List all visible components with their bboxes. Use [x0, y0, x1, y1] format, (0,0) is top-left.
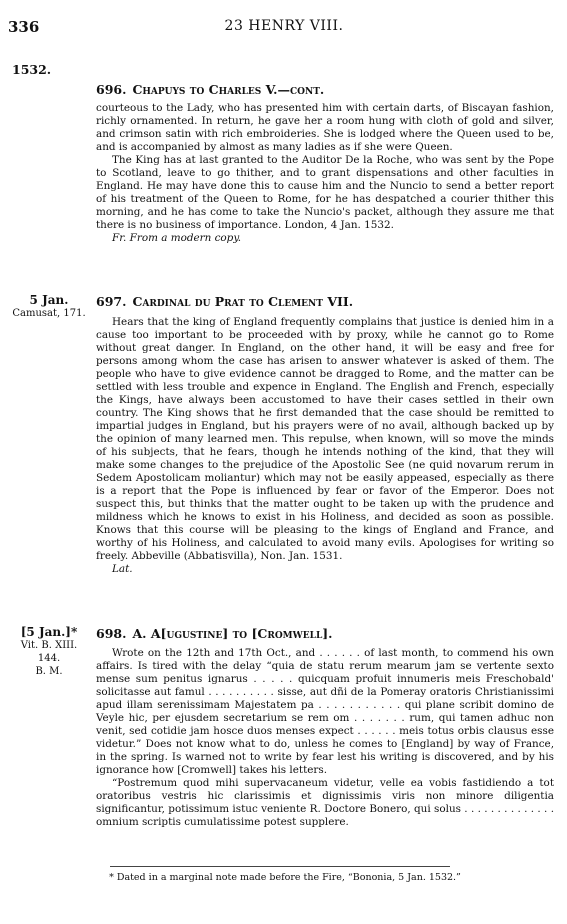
entry-number: 697. — [96, 294, 127, 309]
entry-698-body — [96, 647, 554, 829]
footnote: * Dated in a marginal note made before the Fire, “Bononia, 5 Jan. 1532.” — [109, 872, 461, 883]
entry-698-heading — [96, 626, 556, 641]
paragraph: “Postremum quod mihi supervacaneum videtur, velle ea vobis fastidiendo a tot oratoribus vestris hic clarissimis et dignissimis viris non minore diligentia significantur, potissimum istuc veniente R. Doctore Bonero, qui solus . . . . . . . . . . . . . . omnium scriptis cumulatissime potest supplere. — [96, 777, 554, 828]
entry-697-heading — [96, 294, 556, 309]
footnote-divider — [110, 866, 450, 867]
paragraph: The King has at last granted to the Auditor De la Roche, who was sent by the Pope to Scotland, leave to go thither, and to grant dispensations and other faculties in England. He may have done this to cause him and the Nuncio to send a better report of his treatment of the Queen to Rome, for he has despatched a courier thither this morning, and he has come to take the Nuncio's packet, although they assure me that there is no business of importance. London, 4 Jan. 1532. — [96, 154, 554, 231]
margin-date: [5 Jan.]* — [20, 625, 78, 639]
entry-title: Cardinal du Prat to Clement VII. — [132, 294, 354, 309]
entry-number: 696. — [96, 82, 127, 97]
entry-697-margin — [8, 294, 90, 320]
paragraph: courteous to the Lady, who has presented him with certain darts, of Biscayan fashion, richly ornamented. In return, he gave her a room hung with cloth of gold and silver, and crimson satin with rich embroideries. She is lodged where the Queen used to be, and is accompanied by almost as many ladies as if she were Queen. — [96, 102, 554, 153]
page-header — [8, 18, 560, 40]
year-marker: 1532. — [12, 62, 52, 77]
entry-696-body — [96, 102, 554, 245]
margin-date: 5 Jan. — [29, 293, 69, 307]
margin-reference: Camusat, 171. — [12, 308, 86, 319]
entry-697-body — [96, 316, 554, 576]
source-note: Lat. — [112, 563, 133, 575]
paragraph: Wrote on the 12th and 17th Oct., and . . . . . . of last month, to commend his own affairs. Is tired with the delay “quia de statu rerum mearum jam se vertente sexto mense sum penitus ignarus . . . . . quicquam profuit innumeris meis Freschobald' solicitasse aut famul . . . . . . . . . . sisse, aut dñi de la Pomeray oratoris Christianissimi apud illam serenissimam Majestatem pa . . . . . . . . . . . qui plane scribit domino de Veyle hic, per ejusdem secretarium se rem om . . . . . . . rum, qui tamen adhuc non venit, sed cotidie jam hosce duos menses expect . . . . . . meis totus orbis clausus esse videtur.” Does not know what to do, unless he comes to [England] by way of France, in the spring. Is warned not to write by fear lest his writing is discovered, and by his ignorance how [Cromwell] takes his letters. — [96, 647, 554, 776]
entry-title: Chapuys to Charles V.—cont. — [132, 82, 325, 97]
entry-696-heading — [96, 82, 556, 97]
page-number: 336 — [8, 18, 40, 36]
entry-number: 698. — [96, 626, 127, 641]
entry-698-margin — [8, 626, 90, 678]
entry-title: A. A[ugustine] to [Cromwell]. — [132, 626, 333, 641]
running-title: 23 HENRY VIII. — [224, 18, 344, 34]
margin-reference: B. M. — [35, 666, 63, 677]
margin-reference: 144. — [37, 653, 61, 664]
source-note: Fr. From a modern copy. — [112, 232, 242, 244]
margin-reference: Vit. B. XIII. — [20, 640, 78, 651]
paragraph: Hears that the king of England frequently complains that justice is denied him in a cause too important to be proceeded with by proxy, while he cannot go to Rome without great danger. In England, on the other hand, it will be easy and free for persons among whom the case has arisen to answer whatever is asked of them. The people who have to give evidence cannot be dragged to Rome, and the matter can be settled with less trouble and expence in England. The English and French, especially the Kings, have always been accustomed to have their cases settled in their own country. The King shows that he first demanded that the case should be remitted to impartial judges in England, but his prayers were of no avail, although backed up by the opinion of many learned men. This repulse, when known, will so move the minds of his subjects, that he fears, though he intends nothing of the kind, that they will make some changes to the prejudice of the Apostolic See (ne quid novarum rerum in Sedem Apostolicam moliantur) which may not be easily appeased, especially as there is a report that the Pope is influenced by fear or favor of the Emperor. Does not suspect this, but thinks that the matter ought to be taken up with the prudence and mildness which he knows to exist in his Holiness, and decided as soon as possible. Knows that this course will be pleasing to the kings of England and France, and worthy of his Holiness, and calculated to avoid many evils. Apologises for writing so freely. Abbeville (Abbatisvilla), Non. Jan. 1531. — [96, 316, 554, 562]
